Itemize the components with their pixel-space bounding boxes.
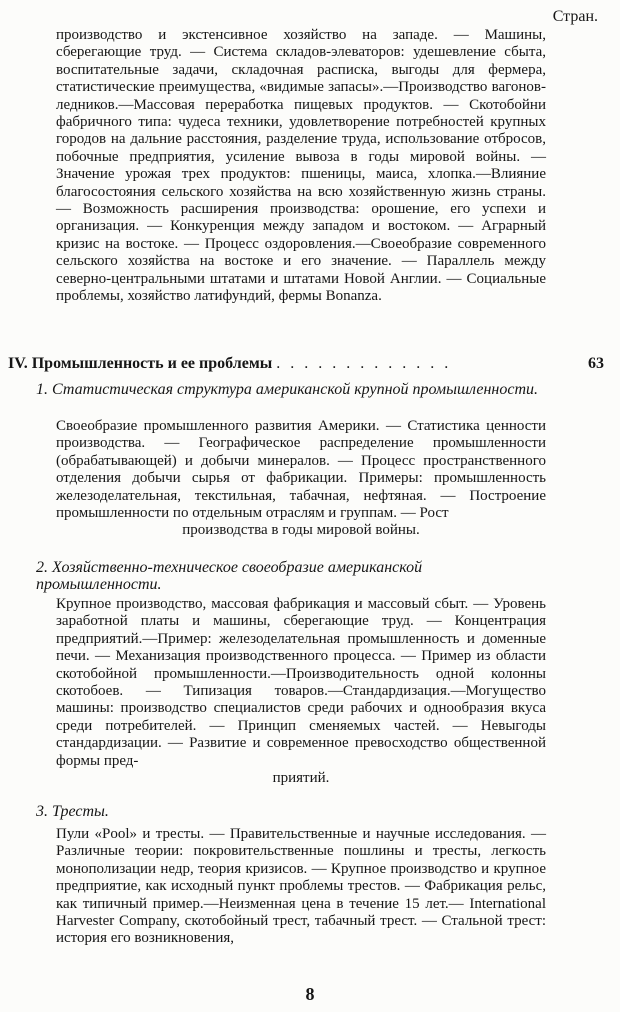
subsection-body-2	[56, 596, 546, 787]
paragraph-text: Крупное производство, массовая фабрикация и массовый сбыт. — Уровень заработной платы и машины, сберегающие труд. — Концентрация предприятий.—Пример: железоделательная промышленность и доменные печи. — Механизация производственного процесса. — Пример из области скотобойной промышленности.—Производительность одной колонны скотобоев. — Типизация товаров.—Стандардизация.—Могущество машины: производство специалистов среди рабочих и однообразия вкуса среди потребителей. — Принцип сменяемых частей. — Невыгоды стандардизации. — Развитие и современное превосходство общественной формы пред-	[56, 596, 546, 769]
page-column-label: Стран.	[552, 8, 598, 25]
paragraph-text: производство и экстенсивное хозяйство на западе. — Машины, сберегающие труд. — Система складов-элеваторов: удешевление сбыта, воспитательные задачи, складочная расписка, выгоды для фермера, статистические преимущества, «видимые запасы».—Производство вагонов-ледников.—Массовая переработка пищевых продуктов. — Скотобойни фабричного типа: чудеса техники, удовлетворение потребностей крупных городов на дальние расстояния, разделение труда, использование отбросов, побочные предприятия, усиление вывоза в годы мировой войны. — Значение урожая трех продуктов: пшеницы, маиса, хлопка.—Влияние благосостояния сельского хозяйства на всю хозяйственную жизнь страны. — Возможность расширения производства: орошение, его успехи и организация. — Конкуренция между западом и востоком. — Аграрный кризис на востоке. — Процесс оздоровления.—Своеобразие современного сельского хозяйства на востоке и его значение. — Параллель между северно-центральными штатами и штатами Новой Англии. — Социальные проблемы, хозяйство латифундий, фермы Bonanza.	[56, 27, 546, 305]
paragraph-text: Своеобразие промышленного развития Америки. — Статистика ценности производства. — Географическое распределение промышленности (обрабатывающей) и добычи минералов. — Процесс пространственного отделения добычи сырья от фабрикации. Примеры: промышленность железоделательная, текстильная, табачная, нефтяная. — Построение промышленности по отдельным отраслям и группам. — Рост	[56, 418, 546, 522]
subsection-title-2: 2. Хозяйственно-техническое своеобразие американской промышленности.	[36, 559, 423, 593]
continued-paragraph	[56, 27, 546, 306]
page-number: 8	[305, 984, 315, 1004]
paragraph-tail: приятий.	[272, 770, 330, 787]
paragraph-text: Пули «Pool» и тресты. — Правительственные и научные исследования. — Различные теории: покровительственные пошлины и тресты, легкость монополизации недр, теория кризисов. — Крупное производство и крупное предприятие, как исходный пункт проблемы трестов. — Фабрикация рельс, как типичный пример.—Неизменная цена в течение 15 лет.— International Harvester Company, скотобойный трест, табачный трест. — Стальной трест: история его возникновения,	[56, 826, 546, 947]
subsection-title-1: 1. Статистическая структура американской крупной промышленности.	[36, 381, 539, 398]
subsection-body-3	[56, 826, 546, 948]
paragraph-tail: производства в годы мировой войны.	[182, 522, 420, 539]
subsection-title-3: 3. Тресты.	[36, 803, 109, 820]
toc-entry-section-4	[8, 354, 606, 373]
section-page-number: 63	[588, 355, 604, 372]
subsection-body-1	[56, 418, 546, 540]
leader-dots: . . . . . . . . . . . . .	[276, 355, 452, 372]
section-title: IV. Промышленность и ее проблемы	[8, 355, 273, 372]
